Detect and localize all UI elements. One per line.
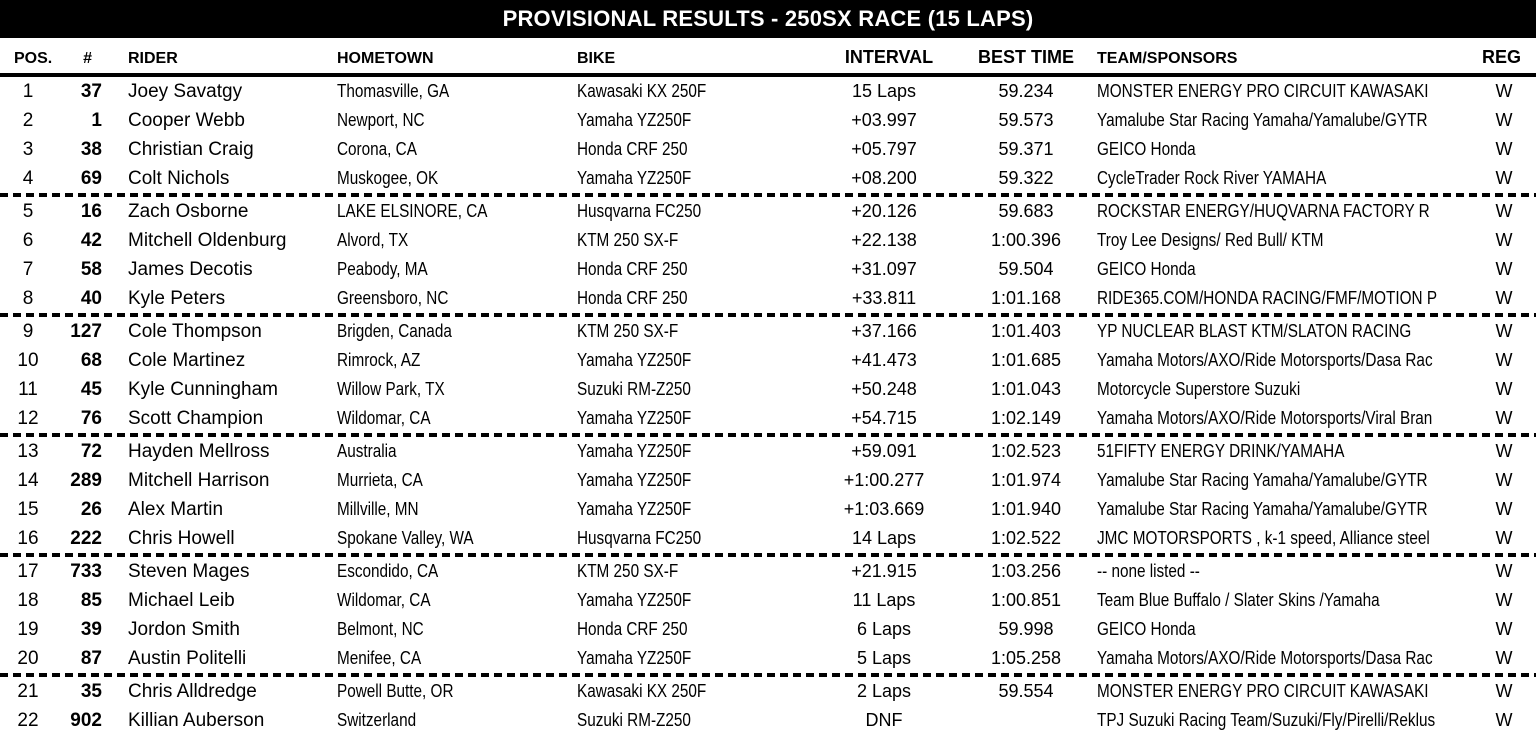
bike-text: KTM 250 SX-F	[577, 561, 679, 581]
bike-text: Yamaha YZ250F	[577, 499, 692, 519]
reg-cell: W	[1495, 441, 1513, 461]
team-sponsors-cell	[1090, 648, 1482, 669]
column-header-team-sponsors: TEAM/SPONSORS	[1097, 50, 1238, 67]
results-table-body	[0, 77, 1536, 735]
rider-name-cell: Joey Savatgy	[128, 80, 243, 102]
reg-cell: W	[1495, 590, 1513, 610]
hometown-cell	[330, 168, 570, 189]
rider-name-cell: Cole Martinez	[128, 349, 246, 371]
table-row	[0, 197, 1536, 226]
position-cell: 10	[17, 349, 39, 371]
position-cell: 16	[17, 527, 39, 549]
hometown-text: Menifee, CA	[337, 648, 422, 668]
bike-text: KTM 250 SX-F	[577, 321, 679, 341]
team-sponsors-text: Troy Lee Designs/ Red Bull/ KTM	[1097, 230, 1324, 250]
hometown-text: Belmont, NC	[337, 619, 424, 639]
position-cell: 14	[17, 469, 39, 491]
bike-cell	[570, 528, 818, 549]
position-cell: 13	[17, 440, 39, 462]
hometown-cell	[330, 408, 570, 429]
team-sponsors-text: ROCKSTAR ENERGY/HUQVARNA FACTORY R	[1097, 201, 1430, 221]
team-sponsors-text: Team Blue Buffalo / Slater Skins /Yamaha	[1097, 590, 1380, 610]
interval-cell: +1:00.277	[843, 470, 925, 490]
bike-cell	[570, 379, 818, 400]
position-cell: 11	[18, 378, 38, 400]
rider-number-cell: 76	[80, 407, 102, 429]
rider-number-cell: 289	[70, 469, 102, 491]
table-row	[0, 346, 1536, 375]
bike-cell	[570, 590, 818, 611]
table-row	[0, 404, 1536, 433]
interval-cell: +1:03.669	[843, 499, 925, 519]
best-time-cell: 1:01.168	[990, 288, 1062, 308]
reg-cell: W	[1495, 168, 1513, 188]
rider-number-cell: 127	[70, 320, 102, 342]
rider-name-cell: Zach Osborne	[128, 200, 249, 222]
column-header-rider: RIDER	[128, 50, 178, 67]
table-row	[0, 615, 1536, 644]
table-row	[0, 164, 1536, 193]
hometown-cell	[330, 648, 570, 669]
hometown-text: Peabody, MA	[337, 259, 428, 279]
position-cell: 3	[22, 138, 34, 160]
team-sponsors-cell	[1090, 590, 1482, 611]
hometown-cell	[330, 139, 570, 160]
best-time-cell: 1:01.043	[990, 379, 1062, 399]
reg-cell: W	[1495, 379, 1513, 399]
interval-cell: 11 Laps	[852, 590, 916, 610]
best-time-cell: 1:01.974	[990, 470, 1062, 490]
team-sponsors-cell	[1090, 681, 1482, 702]
table-row	[0, 284, 1536, 313]
column-header-hometown: HOMETOWN	[337, 50, 434, 67]
best-time-cell: 59.371	[998, 139, 1054, 159]
rider-number-cell: 85	[80, 589, 102, 611]
rider-name-cell: Kyle Cunningham	[128, 378, 278, 400]
interval-cell: 5 Laps	[856, 648, 912, 668]
reg-cell: W	[1495, 619, 1513, 639]
best-time-cell: 1:01.940	[990, 499, 1062, 519]
bike-cell	[570, 288, 818, 309]
bike-text: Husqvarna FC250	[577, 201, 702, 221]
rider-number-cell: 69	[80, 167, 102, 189]
hometown-cell	[330, 590, 570, 611]
hometown-cell	[330, 470, 570, 491]
bike-cell	[570, 470, 818, 491]
rider-name-cell: Hayden Mellross	[128, 440, 270, 462]
team-sponsors-cell	[1090, 561, 1482, 582]
reg-cell: W	[1495, 81, 1513, 101]
bike-cell	[570, 681, 818, 702]
hometown-cell	[330, 259, 570, 280]
table-header-row	[0, 38, 1536, 77]
hometown-text: Escondido, CA	[337, 561, 439, 581]
reg-cell: W	[1495, 110, 1513, 130]
hometown-cell	[330, 619, 570, 640]
bike-text: Yamaha YZ250F	[577, 470, 692, 490]
team-sponsors-cell	[1090, 81, 1482, 102]
hometown-cell	[330, 201, 570, 222]
team-sponsors-text: 51FIFTY ENERGY DRINK/YAMAHA	[1097, 441, 1345, 461]
bike-cell	[570, 408, 818, 429]
hometown-cell	[330, 441, 570, 462]
table-row	[0, 524, 1536, 553]
rider-name-cell: Alex Martin	[128, 498, 224, 520]
position-cell: 12	[17, 407, 39, 429]
position-cell: 5	[22, 200, 34, 222]
interval-cell: 2 Laps	[856, 681, 912, 701]
team-sponsors-cell	[1090, 619, 1482, 640]
table-row	[0, 375, 1536, 404]
rider-number-cell: 40	[80, 287, 102, 309]
rider-name-cell: James Decotis	[128, 258, 253, 280]
team-sponsors-cell	[1090, 110, 1482, 131]
interval-cell: +31.097	[851, 259, 917, 279]
interval-cell: +41.473	[851, 350, 917, 370]
best-time-cell: 1:05.258	[990, 648, 1062, 668]
rider-number-cell: 87	[80, 647, 102, 669]
column-header-bike: BIKE	[577, 50, 616, 67]
rider-number-cell: 38	[80, 138, 102, 160]
rider-number-cell: 37	[80, 80, 102, 102]
team-sponsors-cell	[1090, 201, 1482, 222]
reg-cell: W	[1495, 499, 1513, 519]
hometown-cell	[330, 528, 570, 549]
interval-cell: +20.126	[851, 201, 917, 221]
team-sponsors-cell	[1090, 528, 1482, 549]
team-sponsors-text: GEICO Honda	[1097, 619, 1196, 639]
best-time-cell: 1:01.685	[990, 350, 1062, 370]
rider-number-cell: 42	[80, 229, 102, 251]
table-row	[0, 77, 1536, 106]
reg-cell: W	[1495, 259, 1513, 279]
table-row	[0, 706, 1536, 735]
rider-number-cell: 222	[70, 527, 102, 549]
rider-name-cell: Mitchell Harrison	[128, 469, 270, 491]
best-time-cell: 59.234	[998, 81, 1054, 101]
best-time-cell: 59.554	[998, 681, 1054, 701]
team-sponsors-cell	[1090, 710, 1482, 731]
hometown-cell	[330, 110, 570, 131]
hometown-text: Thomasville, GA	[337, 81, 450, 101]
table-row	[0, 255, 1536, 284]
best-time-cell: 1:00.396	[990, 230, 1062, 250]
column-header-interval: INTERVAL	[844, 47, 934, 67]
interval-cell: +08.200	[851, 168, 917, 188]
position-cell: 1	[22, 80, 34, 102]
hometown-text: Wildomar, CA	[337, 590, 431, 610]
rider-name-cell: Colt Nichols	[128, 167, 230, 189]
position-cell: 2	[22, 109, 34, 131]
bike-cell	[570, 648, 818, 669]
bike-text: Yamaha YZ250F	[577, 168, 692, 188]
position-cell: 20	[17, 647, 39, 669]
reg-cell: W	[1495, 561, 1513, 581]
rider-number-cell: 72	[80, 440, 102, 462]
interval-cell: +50.248	[851, 379, 917, 399]
reg-cell: W	[1495, 408, 1513, 428]
interval-cell: 6 Laps	[856, 619, 912, 639]
reg-cell: W	[1495, 470, 1513, 490]
table-row	[0, 317, 1536, 346]
hometown-text: Spokane Valley, WA	[337, 528, 474, 548]
bike-cell	[570, 230, 818, 251]
best-time-cell: 1:02.149	[990, 408, 1062, 428]
team-sponsors-cell	[1090, 379, 1482, 400]
column-header-best-time: BEST TIME	[977, 47, 1074, 67]
hometown-cell	[330, 710, 570, 731]
hometown-cell	[330, 288, 570, 309]
bike-text: Honda CRF 250	[577, 259, 688, 279]
team-sponsors-text: Yamalube Star Racing Yamaha/Yamalube/GYTR	[1097, 499, 1428, 519]
rider-name-cell: Jordon Smith	[128, 618, 240, 640]
hometown-text: Wildomar, CA	[337, 408, 431, 428]
bike-cell	[570, 168, 818, 189]
bike-text: Yamaha YZ250F	[577, 408, 692, 428]
hometown-text: LAKE ELSINORE, CA	[337, 201, 488, 221]
position-cell: 6	[22, 229, 34, 251]
bike-cell	[570, 259, 818, 280]
table-row	[0, 226, 1536, 255]
reg-cell: W	[1495, 230, 1513, 250]
rider-number-cell: 35	[80, 680, 102, 702]
bike-text: Yamaha YZ250F	[577, 110, 692, 130]
hometown-text: Alvord, TX	[337, 230, 409, 250]
bike-cell	[570, 201, 818, 222]
bike-text: Husqvarna FC250	[577, 528, 702, 548]
position-cell: 22	[17, 709, 39, 731]
rider-name-cell: Cole Thompson	[128, 320, 262, 342]
rider-name-cell: Cooper Webb	[128, 109, 245, 131]
best-time-cell: 59.573	[998, 110, 1054, 130]
team-sponsors-cell	[1090, 321, 1482, 342]
column-header-reg: REG	[1482, 47, 1522, 67]
hometown-text: Powell Butte, OR	[337, 681, 454, 701]
rider-name-cell: Christian Craig	[128, 138, 254, 160]
hometown-cell	[330, 81, 570, 102]
interval-cell: 15 Laps	[851, 81, 917, 101]
team-sponsors-cell	[1090, 259, 1482, 280]
rider-number-cell: 58	[80, 258, 102, 280]
best-time-cell: 59.504	[998, 259, 1054, 279]
reg-cell: W	[1495, 648, 1513, 668]
column-header-number: #	[83, 50, 92, 67]
bike-cell	[570, 710, 818, 731]
team-sponsors-text: Motorcycle Superstore Suzuki	[1097, 379, 1301, 399]
bike-cell	[570, 350, 818, 371]
interval-cell: DNF	[865, 710, 903, 730]
rider-number-cell: 39	[80, 618, 102, 640]
bike-cell	[570, 619, 818, 640]
hometown-text: Murrieta, CA	[337, 470, 423, 490]
bike-cell	[570, 139, 818, 160]
team-sponsors-text: GEICO Honda	[1097, 139, 1196, 159]
hometown-text: Brigden, Canada	[337, 321, 452, 341]
rider-name-cell: Austin Politelli	[128, 647, 247, 669]
bike-cell	[570, 81, 818, 102]
rider-name-cell: Chris Howell	[128, 527, 235, 549]
best-time-cell: 59.998	[998, 619, 1054, 639]
bike-text: Yamaha YZ250F	[577, 350, 692, 370]
reg-cell: W	[1495, 201, 1513, 221]
table-row	[0, 106, 1536, 135]
team-sponsors-text: Yamalube Star Racing Yamaha/Yamalube/GYTR	[1097, 470, 1428, 490]
table-row	[0, 557, 1536, 586]
rider-name-cell: Scott Champion	[128, 407, 264, 429]
rider-number-cell: 45	[80, 378, 102, 400]
bike-text: Yamaha YZ250F	[577, 648, 692, 668]
interval-cell: +03.997	[851, 110, 917, 130]
team-sponsors-text: YP NUCLEAR BLAST KTM/SLATON RACING	[1097, 321, 1412, 341]
team-sponsors-cell	[1090, 139, 1482, 160]
reg-cell: W	[1495, 528, 1513, 548]
hometown-cell	[330, 681, 570, 702]
position-cell: 21	[17, 680, 39, 702]
hometown-text: Greensboro, NC	[337, 288, 449, 308]
hometown-cell	[330, 379, 570, 400]
rider-name-cell: Chris Alldredge	[128, 680, 257, 702]
team-sponsors-text: RIDE365.COM/HONDA RACING/FMF/MOTION P	[1097, 288, 1438, 308]
team-sponsors-cell	[1090, 470, 1482, 491]
best-time-cell: 59.683	[998, 201, 1054, 221]
hometown-text: Switzerland	[337, 710, 417, 730]
reg-cell: W	[1495, 681, 1513, 701]
best-time-cell: 59.322	[998, 168, 1054, 188]
table-row	[0, 466, 1536, 495]
bike-text: KTM 250 SX-F	[577, 230, 679, 250]
rider-number-cell: 26	[80, 498, 102, 520]
interval-cell: +21.915	[851, 561, 917, 581]
position-cell: 19	[17, 618, 39, 640]
bike-cell	[570, 110, 818, 131]
bike-text: Kawasaki KX 250F	[577, 681, 707, 701]
rider-number-cell: 902	[70, 709, 102, 731]
team-sponsors-text: TPJ Suzuki Racing Team/Suzuki/Fly/Pirelli/Reklus	[1097, 710, 1436, 730]
page-title: PROVISIONAL RESULTS - 250SX RACE (15 LAPS)	[502, 6, 1034, 31]
interval-cell: +37.166	[851, 321, 917, 341]
bike-text: Suzuki RM-Z250	[577, 379, 691, 399]
hometown-cell	[330, 321, 570, 342]
team-sponsors-text: Yamalube Star Racing Yamaha/Yamalube/GYTR	[1097, 110, 1428, 130]
best-time-cell: 1:01.403	[990, 321, 1062, 341]
team-sponsors-cell	[1090, 499, 1482, 520]
bike-text: Honda CRF 250	[577, 139, 688, 159]
interval-cell: 14 Laps	[851, 528, 917, 548]
title-bar	[0, 0, 1536, 38]
bike-text: Yamaha YZ250F	[577, 590, 692, 610]
best-time-cell: 1:02.523	[990, 441, 1062, 461]
position-cell: 7	[22, 258, 34, 280]
team-sponsors-text: MONSTER ENERGY PRO CIRCUIT KAWASAKI	[1097, 681, 1429, 701]
team-sponsors-text: Yamaha Motors/AXO/Ride Motorsports/Dasa Rac	[1097, 350, 1433, 370]
team-sponsors-text: Yamaha Motors/AXO/Ride Motorsports/Viral Bran	[1097, 408, 1433, 428]
rider-name-cell: Kyle Peters	[128, 287, 226, 309]
interval-cell: +22.138	[851, 230, 917, 250]
rider-name-cell: Michael Leib	[128, 589, 235, 611]
table-row	[0, 644, 1536, 673]
rider-number-cell: 68	[80, 349, 102, 371]
rider-number-cell: 1	[91, 109, 102, 131]
position-cell: 9	[22, 320, 34, 342]
bike-text: Suzuki RM-Z250	[577, 710, 691, 730]
team-sponsors-text: Yamaha Motors/AXO/Ride Motorsports/Dasa Rac	[1097, 648, 1433, 668]
hometown-text: Australia	[337, 441, 397, 461]
team-sponsors-text: MONSTER ENERGY PRO CIRCUIT KAWASAKI	[1097, 81, 1429, 101]
column-header-pos: POS.	[14, 50, 53, 67]
bike-cell	[570, 321, 818, 342]
reg-cell: W	[1495, 710, 1513, 730]
hometown-text: Rimrock, AZ	[337, 350, 421, 370]
interval-cell: +59.091	[851, 441, 917, 461]
interval-cell: +54.715	[851, 408, 917, 428]
best-time-cell: 1:03.256	[990, 561, 1062, 581]
team-sponsors-text: -- none listed --	[1097, 561, 1200, 581]
reg-cell: W	[1495, 139, 1513, 159]
position-cell: 15	[17, 498, 39, 520]
best-time-cell: 1:02.522	[990, 528, 1062, 548]
bike-text: Kawasaki KX 250F	[577, 81, 707, 101]
bike-text: Honda CRF 250	[577, 619, 688, 639]
position-cell: 8	[22, 287, 34, 309]
team-sponsors-text: GEICO Honda	[1097, 259, 1196, 279]
rider-name-cell: Mitchell Oldenburg	[128, 229, 287, 251]
team-sponsors-text: JMC MOTORSPORTS , k-1 speed, Alliance steel	[1097, 528, 1430, 548]
table-row	[0, 437, 1536, 466]
hometown-text: Newport, NC	[337, 110, 425, 130]
bike-text: Yamaha YZ250F	[577, 441, 692, 461]
position-cell: 17	[17, 560, 39, 582]
hometown-text: Willow Park, TX	[337, 379, 445, 399]
team-sponsors-cell	[1090, 441, 1482, 462]
rider-number-cell: 733	[70, 560, 102, 582]
table-row	[0, 135, 1536, 164]
bike-cell	[570, 441, 818, 462]
best-time-cell: 1:00.851	[990, 590, 1062, 610]
hometown-text: Muskogee, OK	[337, 168, 439, 188]
position-cell: 4	[22, 167, 34, 189]
table-row	[0, 586, 1536, 615]
hometown-cell	[330, 499, 570, 520]
team-sponsors-text: CycleTrader Rock River YAMAHA	[1097, 168, 1327, 188]
hometown-text: Corona, CA	[337, 139, 417, 159]
interval-cell: +33.811	[851, 288, 917, 308]
bike-text: Honda CRF 250	[577, 288, 688, 308]
bike-cell	[570, 499, 818, 520]
hometown-cell	[330, 230, 570, 251]
team-sponsors-cell	[1090, 350, 1482, 371]
rider-name-cell: Killian Auberson	[128, 709, 265, 731]
reg-cell: W	[1495, 288, 1513, 308]
reg-cell: W	[1495, 350, 1513, 370]
interval-cell: +05.797	[851, 139, 917, 159]
hometown-cell	[330, 561, 570, 582]
team-sponsors-cell	[1090, 288, 1482, 309]
team-sponsors-cell	[1090, 230, 1482, 251]
table-row	[0, 495, 1536, 524]
position-cell: 18	[17, 589, 39, 611]
team-sponsors-cell	[1090, 168, 1482, 189]
rider-name-cell: Steven Mages	[128, 560, 250, 582]
team-sponsors-cell	[1090, 408, 1482, 429]
bike-cell	[570, 561, 818, 582]
reg-cell: W	[1495, 321, 1513, 341]
rider-number-cell: 16	[80, 200, 102, 222]
table-row	[0, 677, 1536, 706]
hometown-text: Millville, MN	[337, 499, 419, 519]
hometown-cell	[330, 350, 570, 371]
